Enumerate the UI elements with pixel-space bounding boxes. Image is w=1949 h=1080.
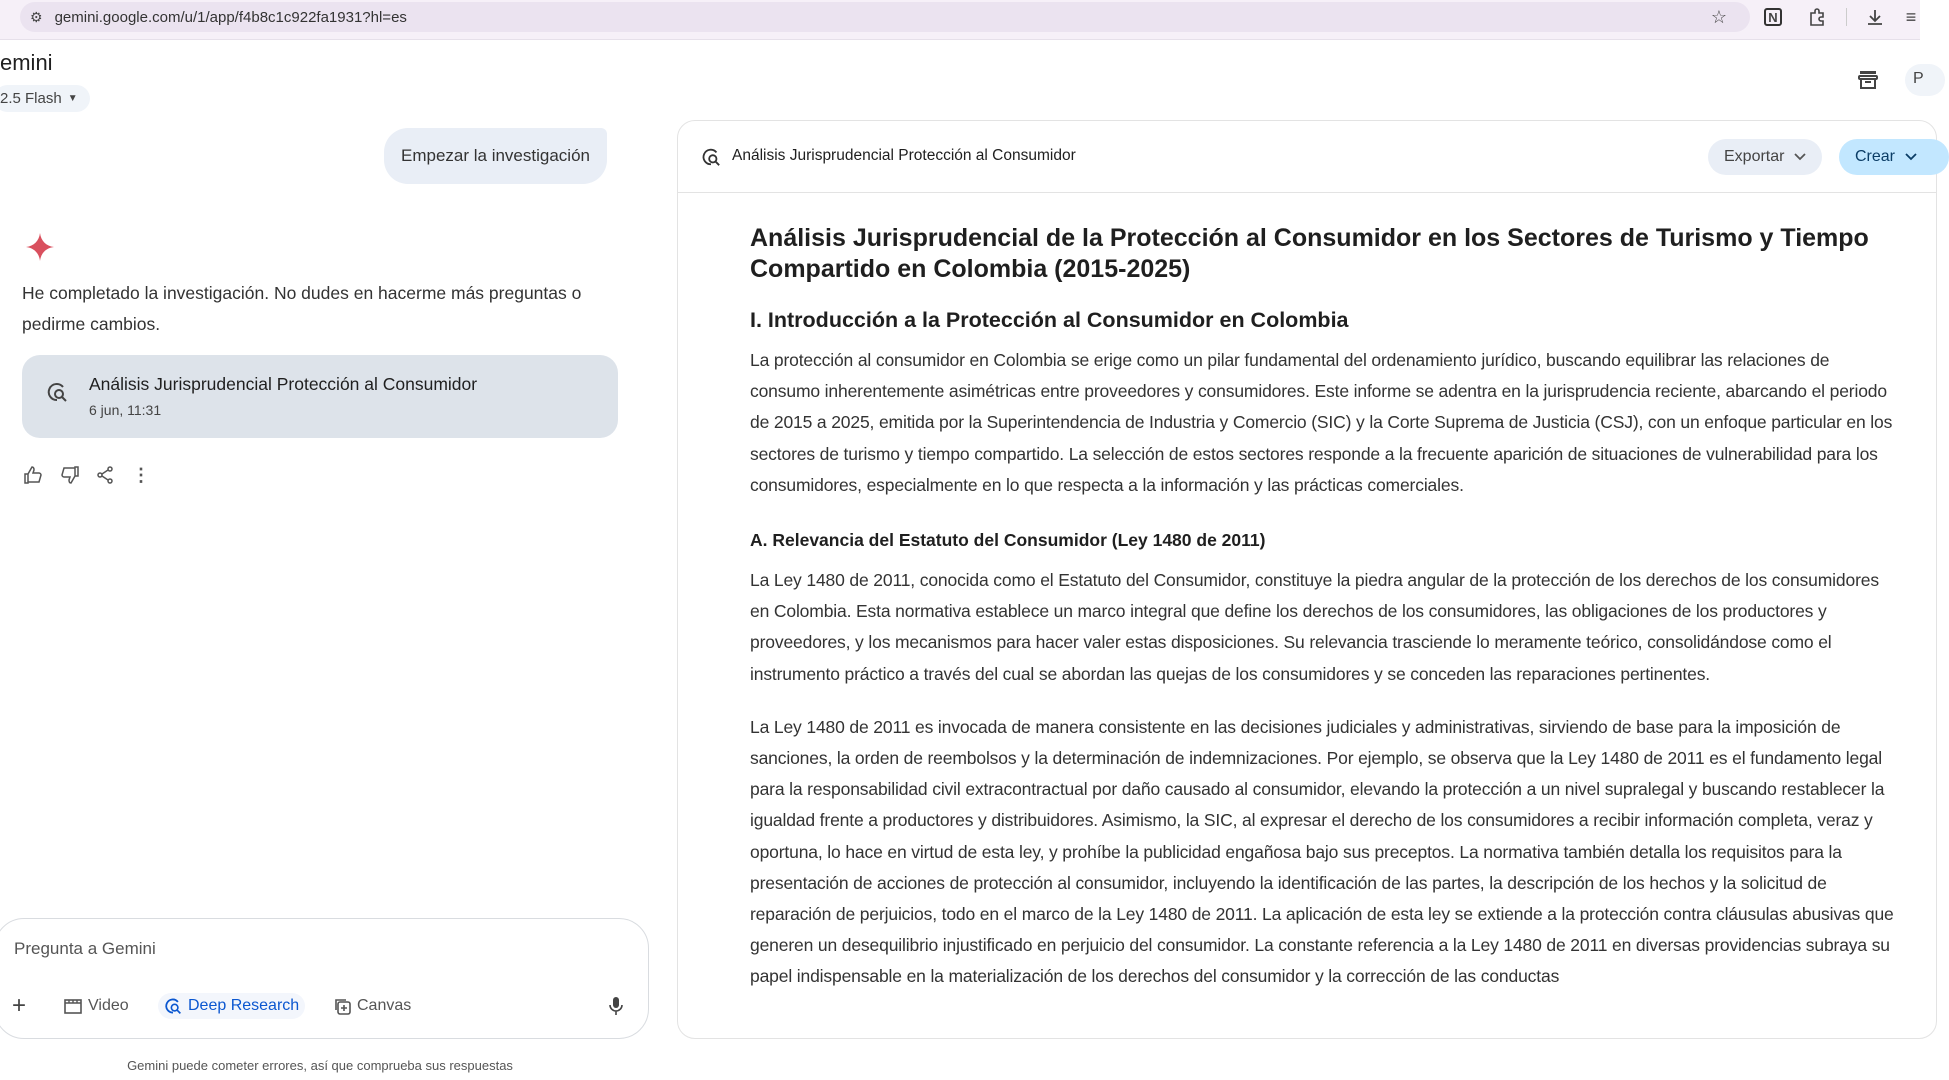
paragraph: La Ley 1480 de 2011 es invocada de manera consistente en las decisiones judiciales y administrativas, sirviendo de base para la imposición de sanciones, la orden de reembolsos y la determinación de indemnizaciones. Por ejemplo, se observa que la Ley 1480 de 2011 es el fundamento legal para la responsabilidad civil extracontractual por daño causado al consumidor, elevando la protección a un nivel supralegal y buscando restablecer la igualdad frente a productores y distribuidores. Asimismo, la SIC, al expresar el derecho de los consumidores a recibir información completa, veraz y oportuna, lo hace en virtud de esta ley, y prohíbe la publicidad engañosa bajo sus preceptos. La normativa también detalla los requisitos para la presentación de acciones de protección al consumidor, incluyendo la identificación de las partes, la descripción de los hechos y la solicitud de reparación de perjuicios, todo en el marco de la Ley 1480 de 2011. La aplicación de esta ley se extiende a la protección contra cláusulas abusivas que generen un desequilibrio injustificado en perjuicio del consumidor. La constante referencia a la Ley 1480 de 2011 en diversas providencias subraya su papel indispensable en la materialización de los derechos del consumidor y la corrección de las conductas — [750, 716, 1894, 987]
assistant-response: He completado la investigación. No dudes en hacerme más preguntas o pedirme cambios. — [22, 283, 582, 334]
deep-research-button[interactable] — [158, 993, 305, 1019]
deep-research-icon — [164, 997, 182, 1015]
gemini-sparkle-icon — [26, 233, 54, 261]
export-button[interactable] — [1708, 139, 1822, 175]
model-selector[interactable] — [0, 85, 90, 112]
panel-header — [678, 121, 1936, 193]
notion-extension-icon[interactable]: N — [1764, 8, 1782, 26]
deep-research-icon — [701, 147, 721, 167]
chevron-down-icon — [1905, 153, 1917, 161]
canvas-tool-button[interactable] — [333, 993, 411, 1019]
create-label: Crear — [1855, 148, 1896, 165]
toolbar-divider — [1846, 8, 1847, 26]
add-attachment-button[interactable] — [12, 993, 26, 1019]
video-label: Video — [88, 997, 129, 1014]
reading-list-icon[interactable]: ≡ — [1905, 6, 1917, 27]
canvas-icon — [333, 997, 351, 1015]
video-icon — [64, 998, 82, 1014]
disclaimer-text: Gemini puede cometer errores, así que comprueba sus respuestas — [127, 1058, 513, 1073]
canvas-label: Canvas — [357, 997, 412, 1014]
share-icon[interactable] — [94, 464, 116, 486]
panel-title: Análisis Jurisprudencial Protección al Consumidor — [732, 147, 1076, 164]
document-content — [750, 223, 1900, 1010]
thumbs-down-icon[interactable] — [59, 464, 81, 486]
more-options-icon[interactable]: ⋮ — [132, 464, 150, 485]
plus-icon: + — [12, 992, 27, 1019]
profile-button[interactable]: P — [1905, 64, 1945, 96]
model-label: 2.5 Flash — [0, 90, 62, 107]
thumbs-up-icon[interactable] — [22, 464, 44, 486]
browser-toolbar — [0, 0, 1920, 40]
card-date: 6 jun, 11:31 — [89, 402, 162, 418]
paragraph: La Ley 1480 de 2011, conocida como el Estatuto del Consumidor, constituye la piedra angular de la protección de los derechos de los consumidores en Colombia. Esta normativa establece un marco integral que define los derechos de los consumidores, las obligaciones de los productores y proveedores, y los mecanismos para hacer valer estas disposiciones. Su relevancia trasciende lo meramente teórico, consolidándose como el instrumento práctico a través del cual se abordan las quejas de los consumidores y se conceden las reparaciones pertinentes. — [750, 570, 1879, 684]
archive-icon[interactable] — [1856, 68, 1880, 97]
paragraph: La protección al consumidor en Colombia se erige como un pilar fundamental del ordenamiento jurídico, buscando equilibrar las relaciones de consumo inherentemente asimétricas entre proveedores y consumidores. Este informe se adentra en la jurisprudencia reciente, abarcando el periodo de 2015 a 2025, emitida por la Superintendencia de Industria y Comercio (SIC) y la Corte Suprema de Justicia (CSJ), con un enfoque particular en los sectores de turismo y tiempo compartido. La selección de estos sectores responde a la frecuente aparición de situaciones de vulnerabilidad para los consumidores, especialmente en lo que respecta a la información y las prácticas comerciales. — [750, 350, 1893, 495]
address-bar[interactable] — [20, 2, 1750, 32]
prompt-box[interactable] — [0, 918, 649, 1039]
chevron-down-icon — [1794, 153, 1806, 161]
microphone-button[interactable] — [609, 993, 623, 1019]
extensions-icon[interactable] — [1806, 6, 1828, 28]
deep-research-icon — [46, 381, 68, 403]
video-tool-button[interactable] — [64, 993, 129, 1019]
app-title: emini — [0, 50, 53, 75]
download-icon[interactable] — [1864, 6, 1886, 28]
url-text[interactable]: gemini.google.com/u/1/app/f4b8c1c922fa1931?hl=es — [54, 8, 407, 26]
user-message: Empezar la investigación — [384, 128, 607, 184]
prompt-input[interactable]: Pregunta a Gemini — [14, 939, 156, 958]
research-report-card[interactable] — [22, 355, 618, 438]
deep-research-label: Deep Research — [188, 997, 300, 1014]
create-button[interactable] — [1839, 139, 1949, 175]
document-title: Análisis Jurisprudencial de la Protección al Consumidor en los Sectores de Turismo y Tiempo Compartido en Colombia (2015-2025) — [750, 224, 1869, 283]
export-label: Exportar — [1724, 148, 1785, 165]
section-heading: I. Introducción a la Protección al Consumidor en Colombia — [750, 308, 1349, 332]
site-settings-icon[interactable]: ⚙ — [30, 8, 43, 25]
caret-down-icon: ▼ — [67, 93, 78, 104]
microphone-icon — [609, 996, 623, 1016]
research-document-panel — [677, 120, 1937, 1039]
card-title: Análisis Jurisprudencial Protección al Consumidor — [89, 374, 478, 394]
bookmark-star-icon[interactable]: ☆ — [1710, 6, 1728, 27]
subsection-heading: A. Relevancia del Estatuto del Consumidor (Ley 1480 de 2011) — [750, 530, 1266, 551]
